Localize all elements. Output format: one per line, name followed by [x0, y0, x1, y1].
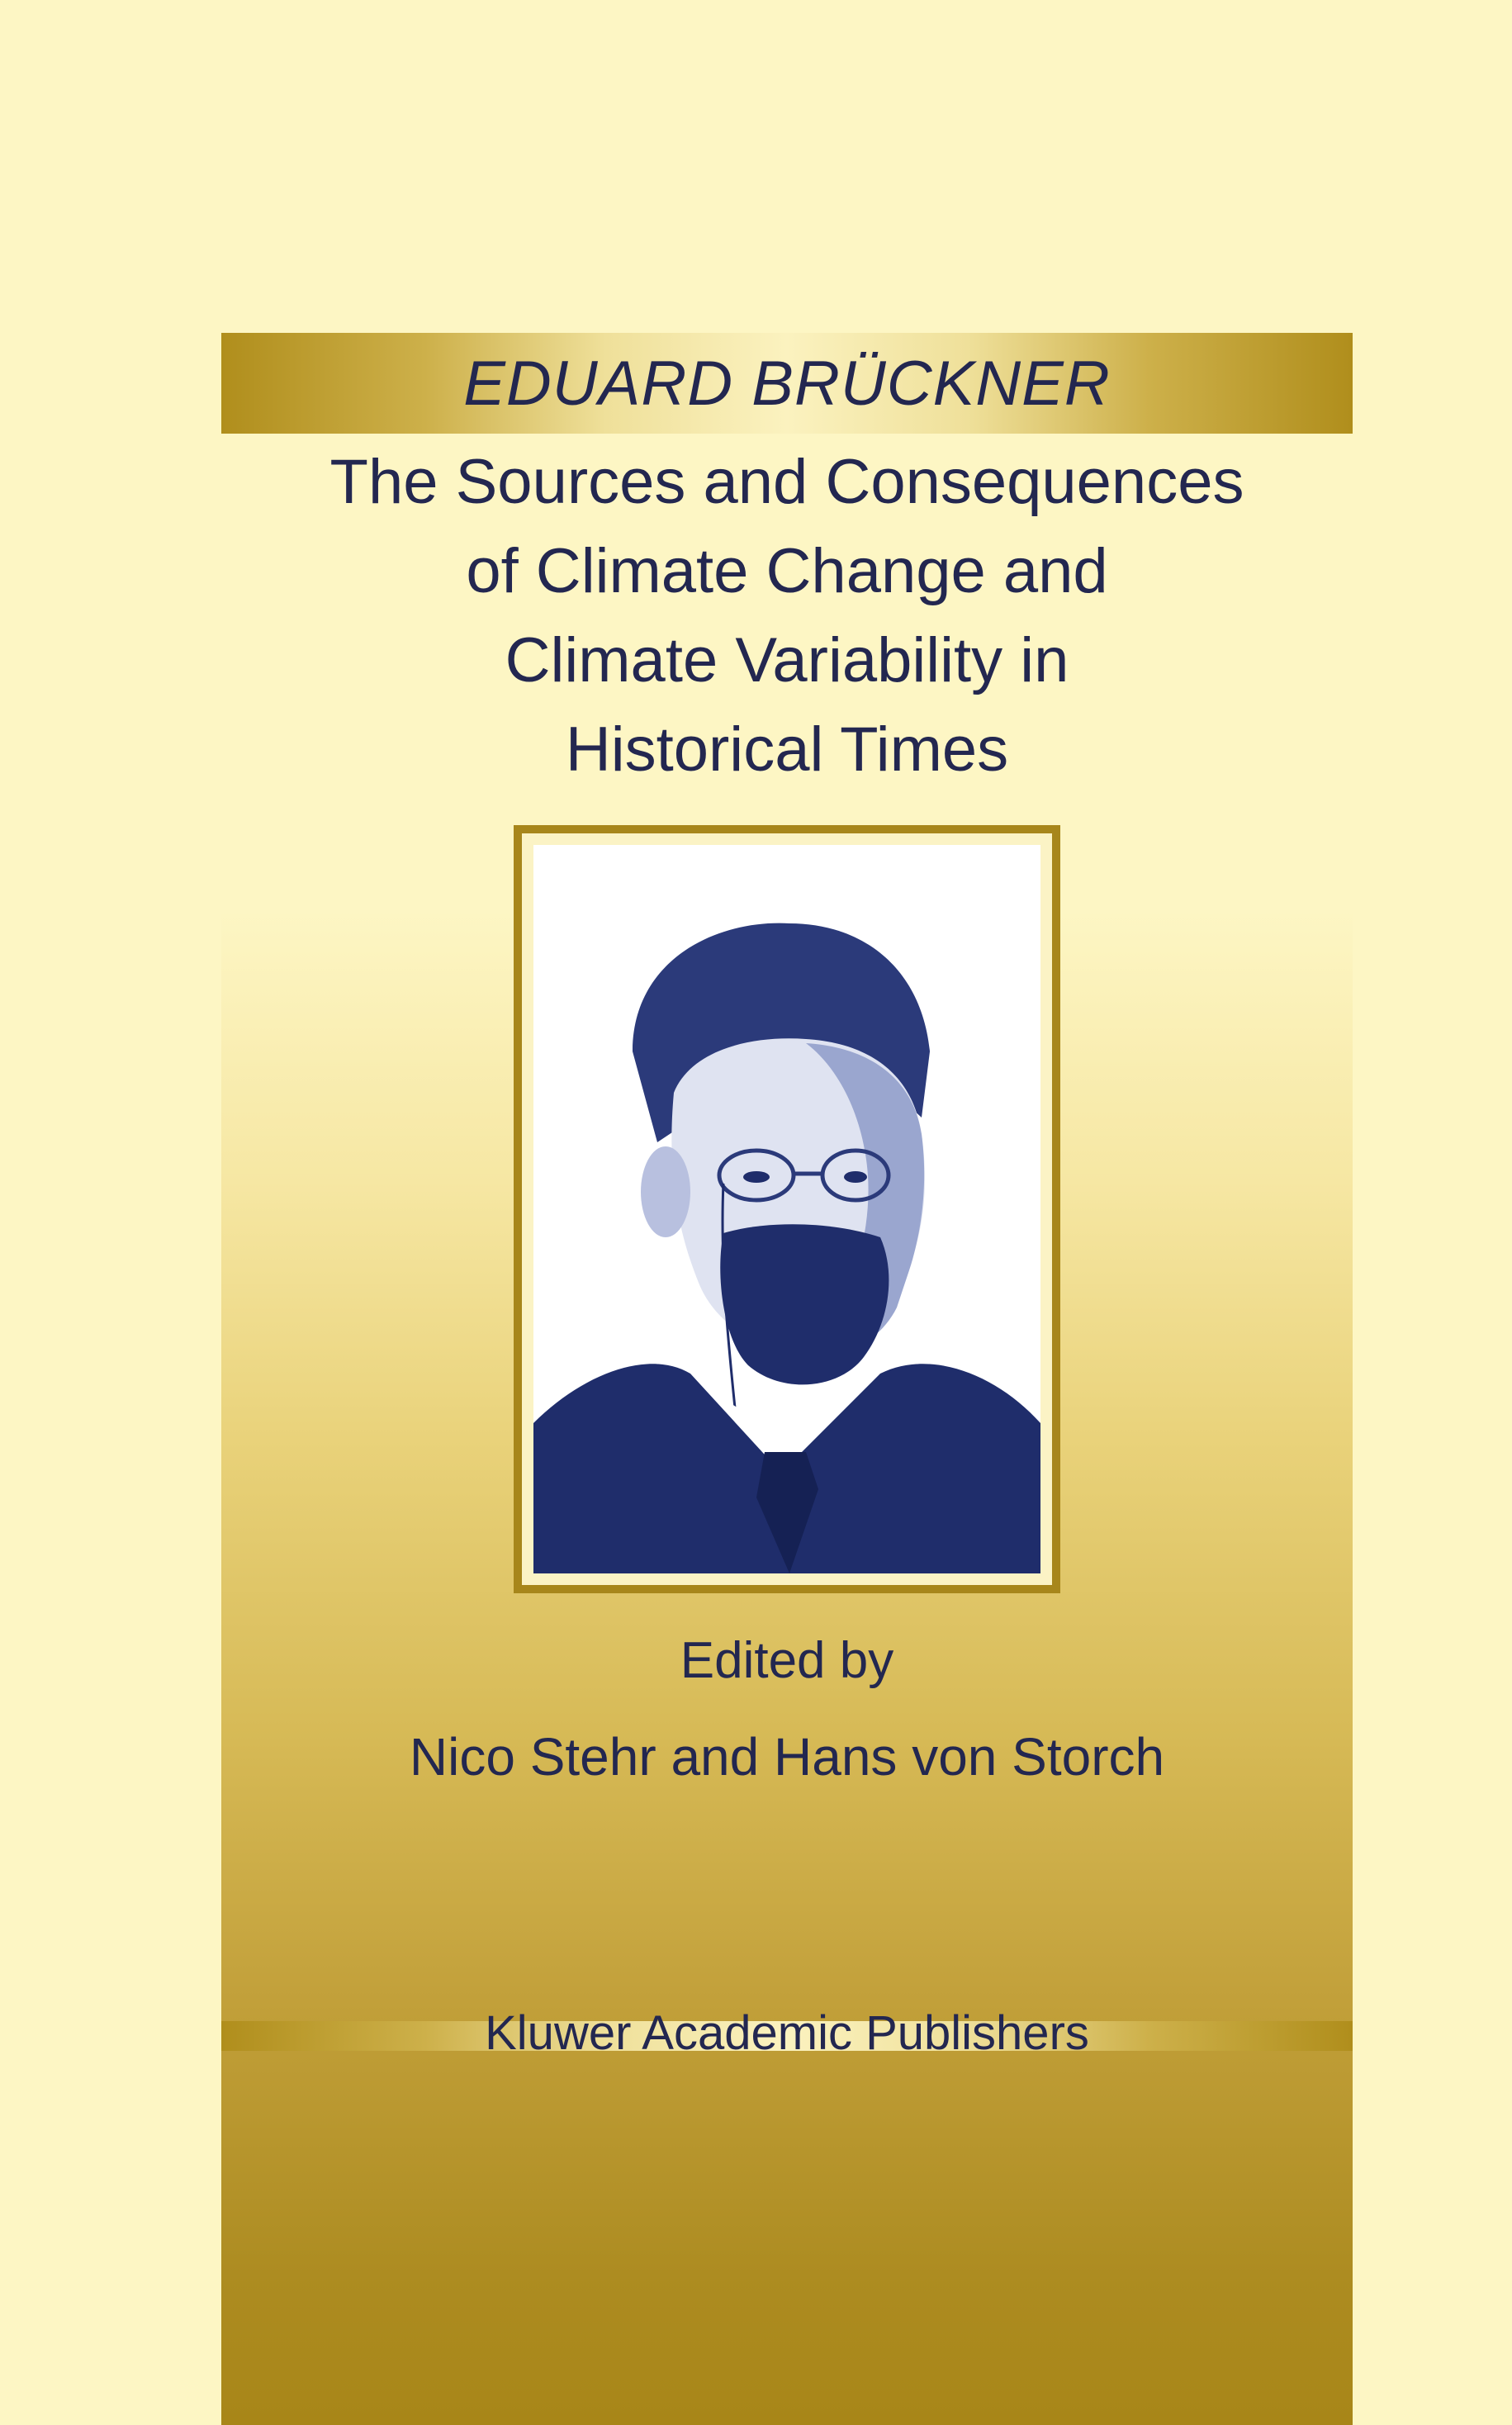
book-title: [221, 438, 1353, 795]
portrait-frame: [514, 825, 1060, 1593]
portrait-mat: [522, 833, 1052, 1585]
title-line: Historical Times: [565, 714, 1009, 785]
publisher-name: Kluwer Academic Publishers: [485, 2006, 1089, 2060]
portrait-illustration: [533, 845, 1040, 1573]
author-band: [221, 333, 1353, 434]
title-line: Climate Variability in: [505, 625, 1069, 695]
portrait-photo: [533, 845, 1040, 1573]
title-line: The Sources and Consequences: [329, 447, 1244, 517]
author-name: EDUARD BRÜCKNER: [463, 349, 1111, 419]
title-line: of Climate Change and: [466, 536, 1108, 606]
editors-names: Nico Stehr and Hans von Storch: [409, 1727, 1165, 1787]
edited-by-label: Edited by: [680, 1632, 894, 1689]
